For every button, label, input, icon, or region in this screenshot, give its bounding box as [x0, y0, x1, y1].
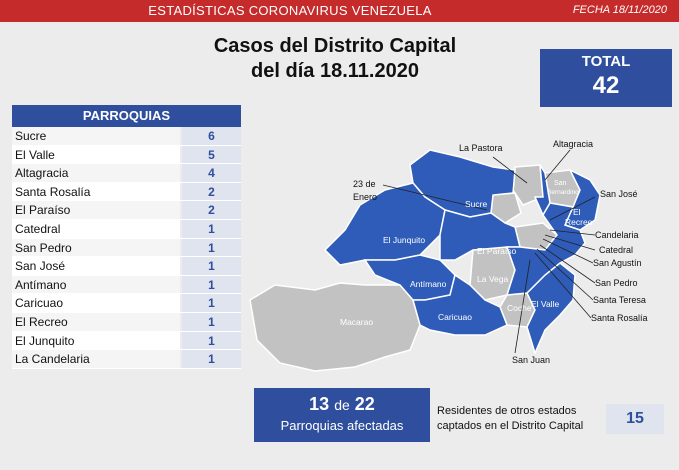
table-row — [12, 201, 241, 220]
parish-count: 1 — [182, 239, 241, 257]
table-header: PARROQUIAS — [12, 105, 241, 127]
total-value: 42 — [592, 72, 620, 99]
table-row — [12, 127, 241, 146]
table-row — [12, 313, 241, 332]
parish-name: El Recreo — [12, 313, 180, 331]
label-macarao: Macarao — [340, 317, 374, 327]
label-el-paraiso: El Paraíso — [477, 246, 517, 256]
parish-count: 4 — [182, 164, 241, 182]
label-coche: Coche — [507, 303, 532, 313]
parish-count: 1 — [182, 350, 241, 368]
total-label: TOTAL — [581, 53, 631, 70]
label-la-vega: La Vega — [477, 274, 509, 284]
label-el-junquito: El Junquito — [383, 235, 426, 245]
banner-title: ESTADÍSTICAS CORONAVIRUS VENEZUELA — [148, 3, 432, 18]
affected-label: Parroquias afectadas — [280, 418, 404, 433]
parish-name: San José — [12, 257, 180, 275]
parish-count: 2 — [182, 183, 241, 201]
table-row — [12, 146, 241, 165]
title-line-1: Casos del Distrito Capital — [213, 35, 457, 57]
parish-name: Antímano — [12, 276, 180, 294]
callout-23-enero-1: 23 de — [353, 179, 376, 189]
label-san-bernardino-1: San — [554, 180, 567, 187]
residents-value: 15 — [606, 404, 664, 434]
table-body — [12, 127, 241, 369]
parish-name: El Junquito — [12, 332, 180, 350]
table-row — [12, 164, 241, 183]
table-row — [12, 276, 241, 295]
parish-name: Santa Rosalía — [12, 183, 180, 201]
callout-san-juan: San Juan — [512, 355, 551, 365]
parish-name: Caricuao — [12, 294, 180, 312]
parish-name: Altagracia — [12, 164, 180, 182]
parish-count: 1 — [182, 276, 241, 294]
title-line-2: del día 18.11.2020 — [251, 60, 419, 82]
label-antimano: Antímano — [410, 279, 447, 289]
parish-count: 1 — [182, 313, 241, 331]
banner-date: FECHA 18/11/2020 — [572, 4, 667, 16]
total-box — [540, 49, 672, 107]
affected-count: 13 — [309, 394, 330, 414]
callout-san-jose: San José — [600, 189, 638, 199]
affected-connector: de — [334, 397, 350, 413]
parish-count: 1 — [182, 257, 241, 275]
label-el-recreo-2: Recreo — [565, 217, 593, 227]
parish-count: 2 — [182, 201, 241, 219]
parish-name: San Pedro — [12, 239, 180, 257]
label-el-valle: El Valle — [531, 299, 560, 309]
callout-san-agustin: San Agustín — [593, 258, 642, 268]
parish-count: 5 — [182, 146, 241, 164]
parish-count: 6 — [182, 127, 241, 145]
affected-parishes-box — [254, 388, 430, 442]
affected-count-line — [254, 394, 430, 415]
parish-count: 1 — [182, 220, 241, 238]
callout-candelaria: Candelaria — [595, 230, 639, 240]
map-region-macarao — [250, 283, 420, 371]
table-row — [12, 294, 241, 313]
callout-la-pastora: La Pastora — [459, 143, 503, 153]
callout-altagracia: Altagracia — [553, 139, 594, 149]
parish-name: Catedral — [12, 220, 180, 238]
parish-name: El Paraíso — [12, 201, 180, 219]
callout-santa-teresa: Santa Teresa — [593, 295, 646, 305]
table-row — [12, 220, 241, 239]
district-map — [245, 135, 675, 375]
table-row — [12, 332, 241, 351]
table-row — [12, 183, 241, 202]
table-row — [12, 257, 241, 276]
table-row — [12, 350, 241, 369]
top-banner — [0, 0, 679, 22]
parish-name: Sucre — [12, 127, 180, 145]
parish-count: 1 — [182, 332, 241, 350]
callout-san-pedro: San Pedro — [595, 278, 638, 288]
residents-label: Residentes de otros estados captados en el Distrito Capital — [437, 405, 584, 432]
table-row — [12, 239, 241, 258]
label-san-bernardino-2: Bernardino — [547, 189, 579, 196]
parish-name: La Candelaria — [12, 350, 180, 368]
callout-catedral: Catedral — [599, 245, 634, 255]
label-el-recreo-1: El — [573, 207, 581, 217]
parish-count: 1 — [182, 294, 241, 312]
affected-total: 22 — [354, 394, 375, 414]
parishes-table — [12, 105, 241, 369]
parish-name: El Valle — [12, 146, 180, 164]
label-caricuao: Caricuao — [438, 312, 473, 322]
callout-santa-rosalia: Santa Rosalía — [591, 313, 648, 323]
page-title — [170, 34, 500, 84]
callout-23-enero-2: Enero — [353, 192, 378, 202]
label-sucre: Sucre — [465, 199, 488, 209]
